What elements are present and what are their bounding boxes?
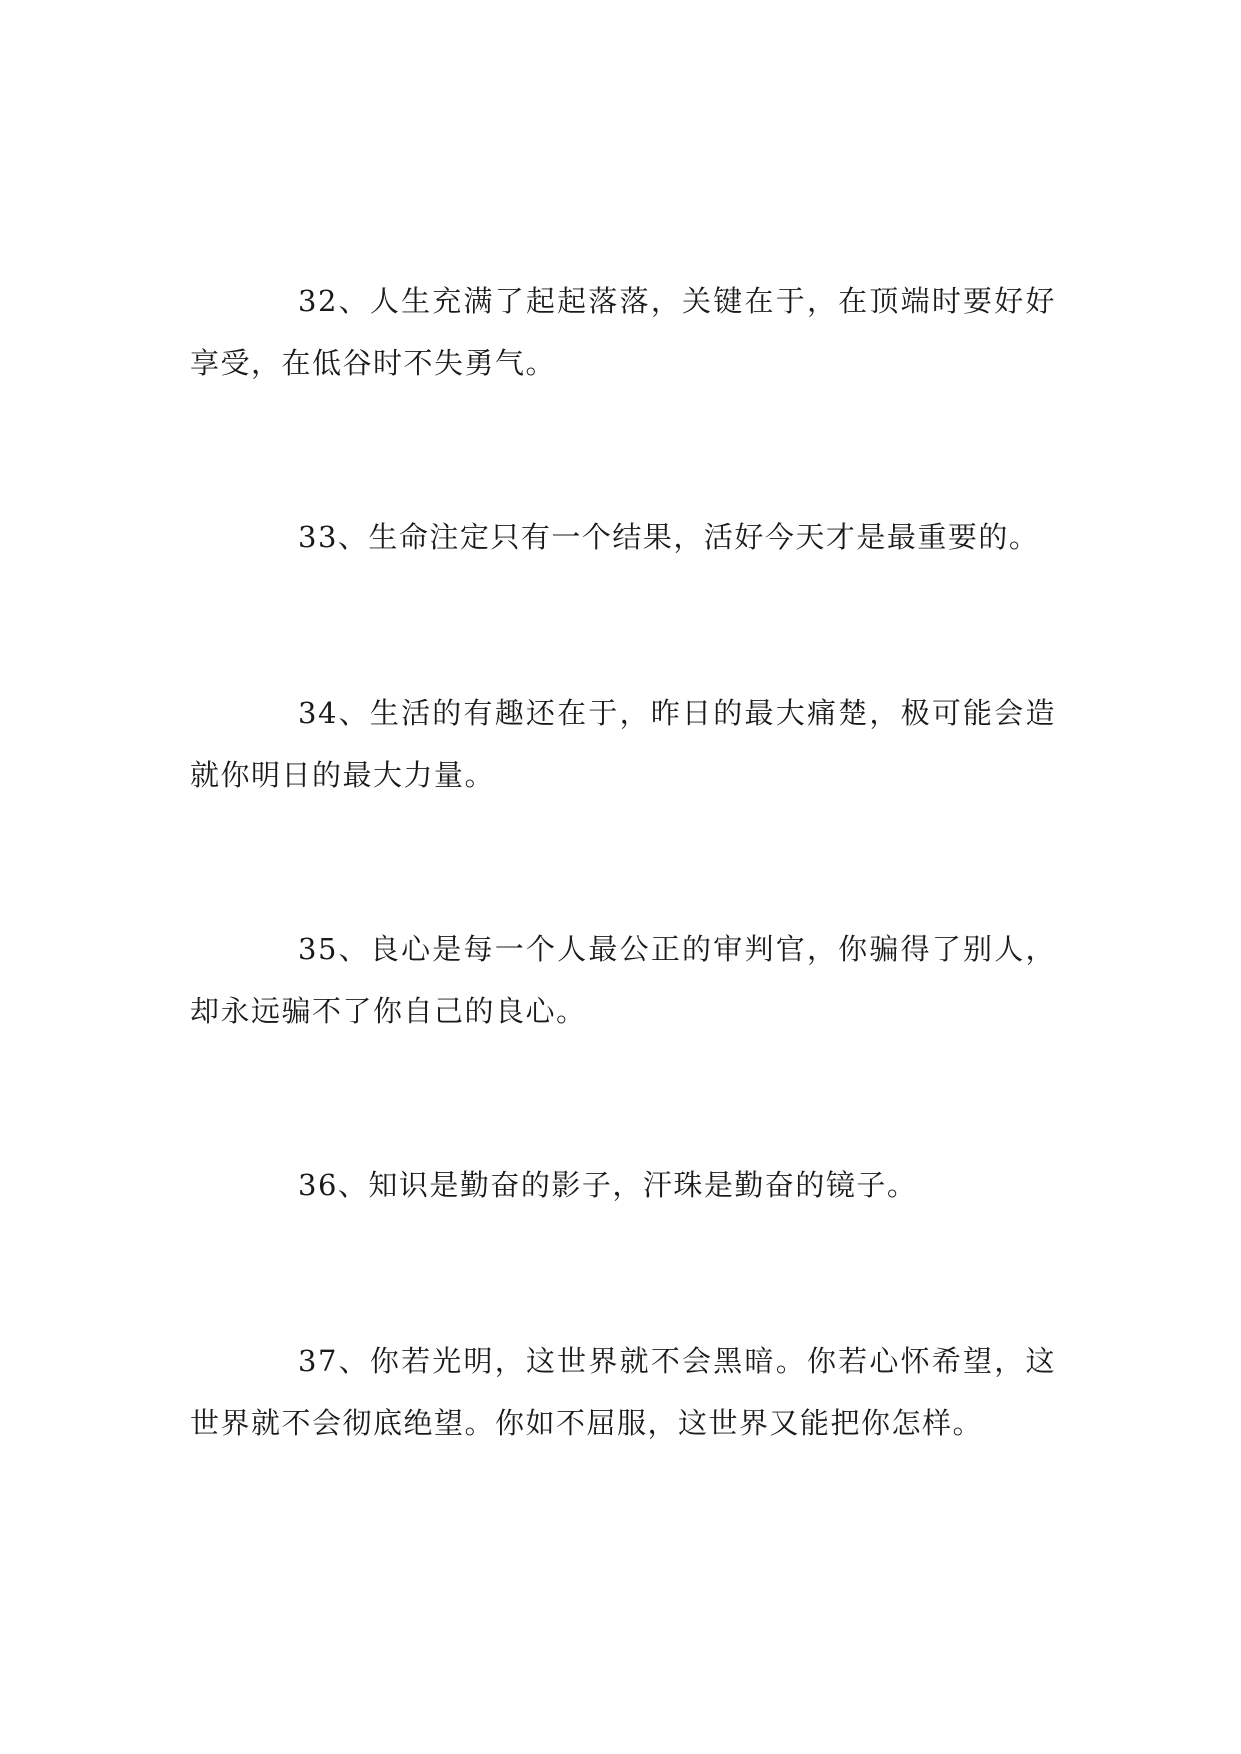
paragraph-33: 33、生命注定只有一个结果，活好今天才是最重要的。	[298, 520, 1040, 554]
paragraph-34: 34、生活的有趣还在于，昨日的最大痛楚，极可能会造就你明日的最大力量。	[190, 696, 1056, 792]
paragraph-37: 37、你若光明，这世界就不会黑暗。你若心怀希望，这世界就不会彻底绝望。你如不屈服，这世界又能把你怎样。	[190, 1344, 1056, 1440]
paragraph-35: 35、良心是每一个人最公正的审判官，你骗得了别人，却永远骗不了你自己的良心。	[190, 932, 1056, 1028]
paragraph-36: 36、知识是勤奋的影子，汗珠是勤奋的镜子。	[298, 1168, 918, 1202]
paragraph-32: 32、人生充满了起起落落，关键在于，在顶端时要好好享受，在低谷时不失勇气。	[190, 284, 1056, 380]
